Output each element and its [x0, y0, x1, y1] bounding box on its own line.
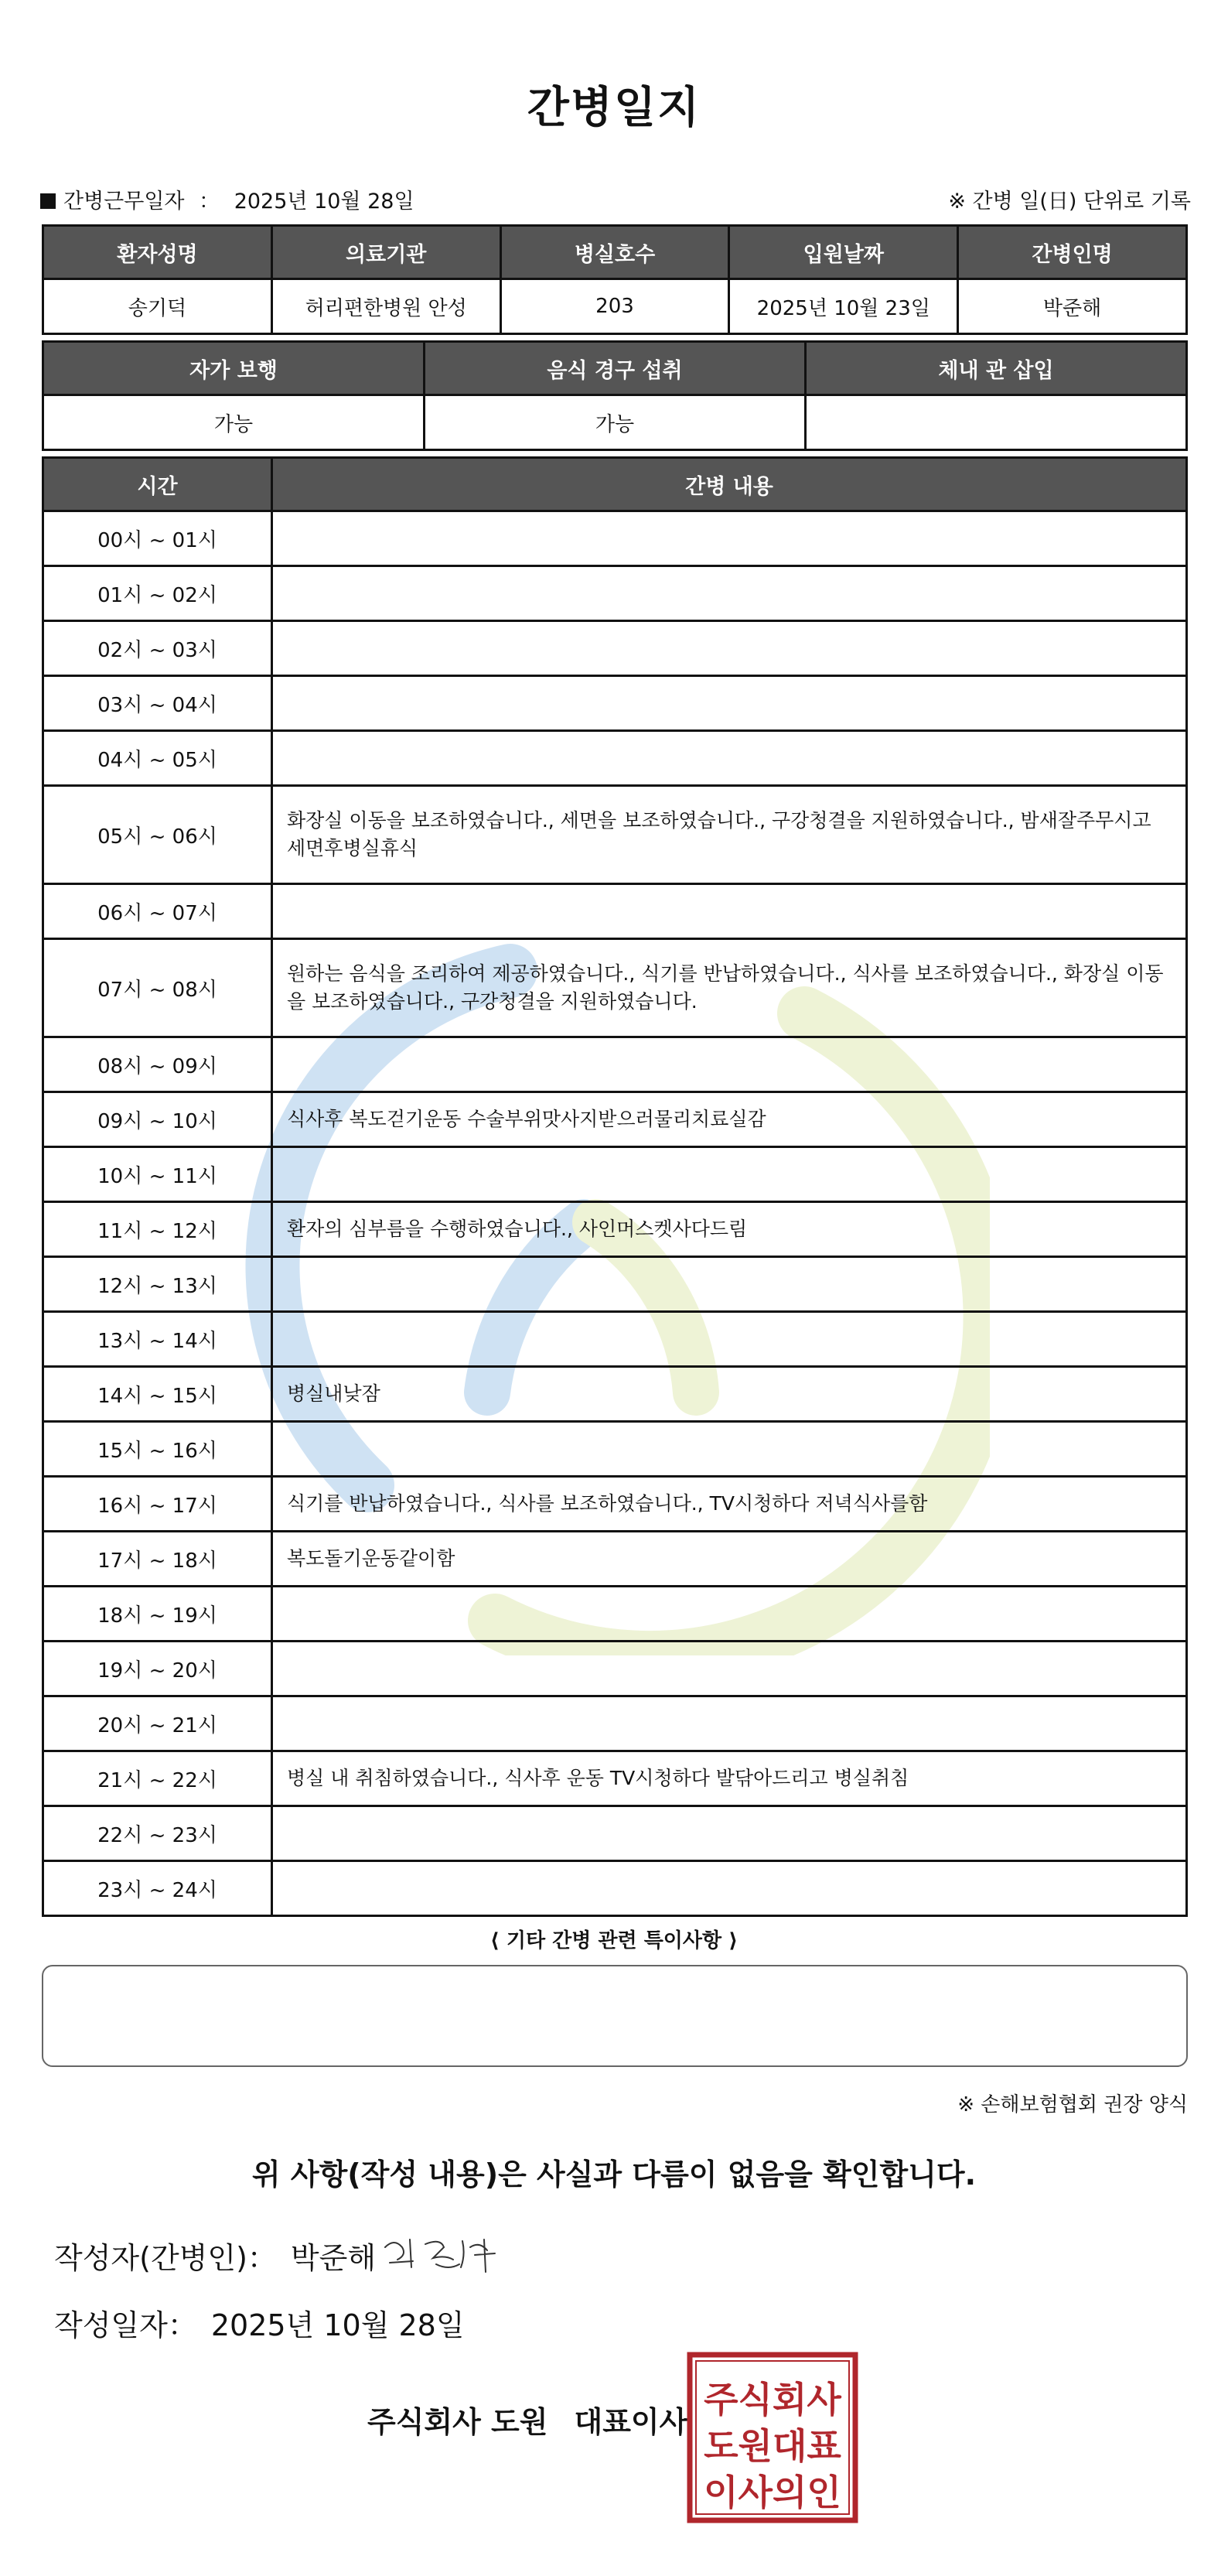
writer-line: [54, 2234, 376, 2277]
header-care-content: 간병 내용: [272, 458, 1187, 511]
log-content: [272, 1696, 1187, 1751]
work-date-label: 간병근무일자: [63, 190, 185, 214]
log-content: 원하는 음식을 조리하여 제공하였습니다., 식기를 반납하였습니다., 식사를 보조하였습니다., 화장실 이동을 보조하였습니다., 구강청결을 지원하였습니다.: [272, 939, 1187, 1037]
log-row: [43, 1532, 1187, 1587]
log-time: 08시 ~ 09시: [43, 1037, 272, 1092]
log-time: 05시 ~ 06시: [43, 786, 272, 884]
log-time: 15시 ~ 16시: [43, 1422, 272, 1477]
special-notes-title: ⟨ 기타 간병 관련 특이사항 ⟩: [489, 1929, 739, 1952]
work-date-value: 2025년 10월 28일: [234, 190, 414, 214]
log-row: [43, 786, 1187, 884]
header-room: 병실호수: [500, 226, 729, 279]
log-row: [43, 1147, 1187, 1202]
log-time: 13시 ~ 14시: [43, 1312, 272, 1367]
log-row: [43, 621, 1187, 676]
write-date-line: [54, 2301, 465, 2344]
header-self-walking: 자가 보행: [43, 342, 425, 395]
log-content: [272, 676, 1187, 731]
log-row: [43, 1092, 1187, 1147]
patient-info-table: [42, 224, 1188, 335]
work-date-line: [40, 184, 414, 214]
log-content: [272, 1422, 1187, 1477]
hospital-name: 허리편한병원 안성: [271, 279, 500, 334]
admission-date: 2025년 10월 23일: [729, 279, 958, 334]
header-patient-name: 환자성명: [43, 226, 272, 279]
log-row: [43, 1642, 1187, 1696]
log-content: [272, 1642, 1187, 1696]
oral-intake-value: 가능: [425, 395, 806, 450]
log-row: [43, 1696, 1187, 1751]
log-row: [43, 1312, 1187, 1367]
patient-name: 송기덕: [43, 279, 272, 334]
page-title: 간병일지: [527, 83, 701, 133]
confirmation-statement: 위 사항(작성 내용)은 사실과 다름이 없음을 확인합니다.: [251, 2157, 977, 2192]
log-content: [272, 1861, 1187, 1916]
header-oral-intake: 음식 경구 섭취: [425, 342, 806, 395]
log-content: 병실 내 취침하였습니다., 식사후 운동 TV시청하다 발닦아드리고 병실취침: [272, 1751, 1187, 1806]
log-time: 09시 ~ 10시: [43, 1092, 272, 1147]
company-line: [367, 2398, 687, 2441]
log-row: [43, 1367, 1187, 1422]
log-time: 11시 ~ 12시: [43, 1202, 272, 1257]
log-row: [43, 566, 1187, 621]
log-time: 22시 ~ 23시: [43, 1806, 272, 1861]
log-row: [43, 1587, 1187, 1642]
log-row: [43, 1806, 1187, 1861]
company-representative: 대표이사: [574, 2405, 688, 2439]
log-content: [272, 731, 1187, 786]
writer-label: 작성자(간병인)：: [54, 2241, 277, 2275]
log-content: 환자의 심부름을 수행하였습니다., 사인머스켓사다드림: [272, 1202, 1187, 1257]
svg-text:도원대표: 도원대표: [704, 2425, 841, 2467]
log-content: 화장실 이동을 보조하였습니다., 세면을 보조하였습니다., 구강청결을 지원하였습니다., 밤새잘주무시고 세면후병실휴식: [272, 786, 1187, 884]
log-time: 10시 ~ 11시: [43, 1147, 272, 1202]
log-content: 병실내낮잠: [272, 1367, 1187, 1422]
caregiver-name: 박준해: [958, 279, 1187, 334]
log-row: [43, 1861, 1187, 1916]
log-content: [272, 566, 1187, 621]
log-row: [43, 884, 1187, 939]
log-time: 02시 ~ 03시: [43, 621, 272, 676]
log-row: [43, 1751, 1187, 1806]
header-hospital: 의료기관: [271, 226, 500, 279]
log-time: 20시 ~ 21시: [43, 1696, 272, 1751]
header-time: 시간: [43, 458, 272, 511]
header-caregiver-name: 간병인명: [958, 226, 1187, 279]
company-seal-stamp: [687, 2352, 858, 2523]
log-content: 식사후 복도걷기운동 수술부위맛사지받으러물리치료실감: [272, 1092, 1187, 1147]
log-time: 19시 ~ 20시: [43, 1642, 272, 1696]
log-content: [272, 1806, 1187, 1861]
ability-info-table: [42, 340, 1188, 451]
log-time: 21시 ~ 22시: [43, 1751, 272, 1806]
log-content: [272, 1312, 1187, 1367]
log-time: 23시 ~ 24시: [43, 1861, 272, 1916]
log-time: 04시 ~ 05시: [43, 731, 272, 786]
care-log-table: [42, 456, 1188, 1917]
log-row: [43, 939, 1187, 1037]
header-admission-date: 입원날짜: [729, 226, 958, 279]
log-content: [272, 884, 1187, 939]
write-date-label: 작성일자：: [54, 2308, 197, 2342]
recommended-form-note: ※ 손해보험협회 권장 양식: [957, 2093, 1188, 2116]
log-content: [272, 621, 1187, 676]
log-time: 16시 ~ 17시: [43, 1477, 272, 1532]
work-date-separator: ：: [199, 190, 220, 214]
log-time: 06시 ~ 07시: [43, 884, 272, 939]
log-time: 14시 ~ 15시: [43, 1367, 272, 1422]
log-content: [272, 1147, 1187, 1202]
tube-insertion-value: [806, 395, 1187, 450]
log-content: [272, 1037, 1187, 1092]
handwritten-signature: [379, 2224, 503, 2286]
log-time: 00시 ~ 01시: [43, 511, 272, 566]
log-content: [272, 1587, 1187, 1642]
log-time: 17시 ~ 18시: [43, 1532, 272, 1587]
header-tube-insertion: 체내 관 삽입: [806, 342, 1187, 395]
log-time: 03시 ~ 04시: [43, 676, 272, 731]
svg-text:주식회사: 주식회사: [704, 2379, 841, 2421]
company-name: 주식회사 도원: [367, 2405, 548, 2439]
log-row: [43, 1477, 1187, 1532]
log-row: [43, 731, 1187, 786]
log-row: [43, 1257, 1187, 1312]
log-row: [43, 676, 1187, 731]
special-notes-box: [42, 1965, 1188, 2067]
care-log-body: [43, 511, 1187, 1916]
log-row: [43, 1202, 1187, 1257]
log-row: [43, 1422, 1187, 1477]
writer-name: 박준해: [290, 2241, 377, 2275]
log-row: [43, 1037, 1187, 1092]
log-time: 01시 ~ 02시: [43, 566, 272, 621]
square-bullet-icon: [40, 193, 56, 209]
log-row: [43, 511, 1187, 566]
log-time: 07시 ~ 08시: [43, 939, 272, 1037]
daily-record-note: ※ 간병 일(日) 단위로 기록: [948, 190, 1191, 214]
self-walking-value: 가능: [43, 395, 425, 450]
log-content: [272, 1257, 1187, 1312]
log-content: 식기를 반납하였습니다., 식사를 보조하였습니다., TV시청하다 저녁식사를함: [272, 1477, 1187, 1532]
room-number: 203: [500, 279, 729, 334]
log-content: [272, 511, 1187, 566]
log-time: 18시 ~ 19시: [43, 1587, 272, 1642]
log-time: 12시 ~ 13시: [43, 1257, 272, 1312]
log-content: 복도돌기운동같이함: [272, 1532, 1187, 1587]
svg-text:이사의인: 이사의인: [704, 2472, 841, 2513]
write-date-value: 2025년 10월 28일: [210, 2308, 465, 2342]
